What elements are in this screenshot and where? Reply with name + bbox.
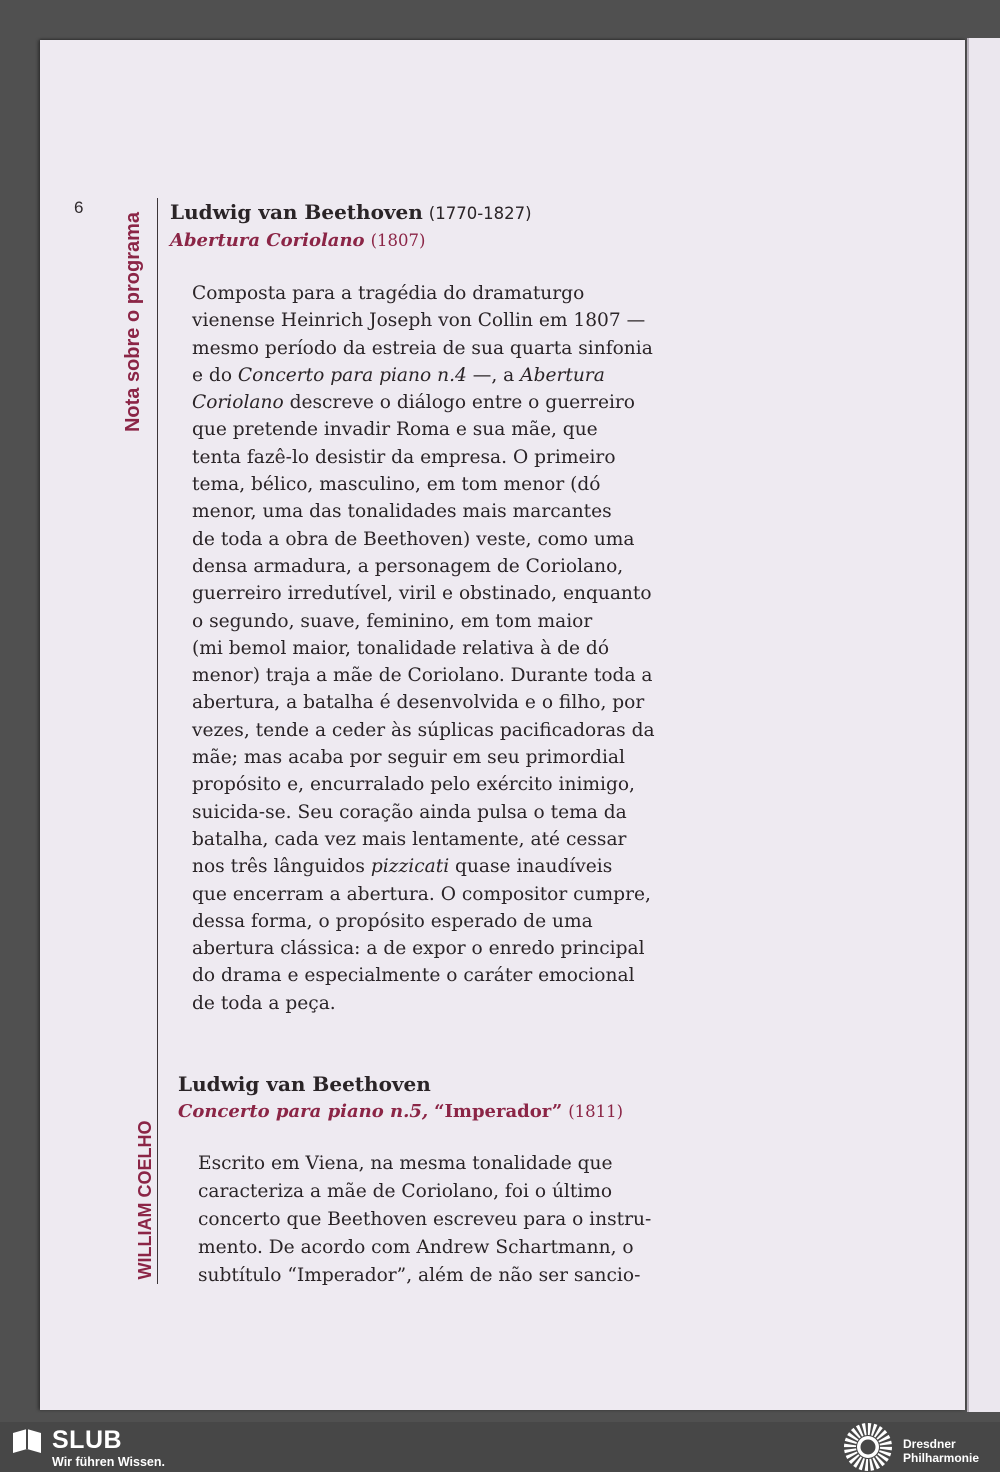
text-line <box>192 799 655 826</box>
italic-text-run: Abertura <box>520 364 605 386</box>
work-subtitle: “Imperador” <box>434 1101 563 1122</box>
text-line <box>192 307 655 334</box>
work-title-line <box>170 227 532 254</box>
text-line <box>192 853 655 880</box>
text-run: —, a <box>466 364 521 386</box>
text-line <box>192 962 655 989</box>
text-line <box>192 526 655 553</box>
work-year: (1811) <box>568 1102 624 1121</box>
work-heading <box>170 199 532 254</box>
vertical-divider <box>157 198 158 1284</box>
text-line <box>192 881 655 908</box>
text-run: abertura clássica: a de expor o enredo principal <box>192 938 645 960</box>
text-line <box>198 1178 651 1206</box>
text-line <box>192 990 655 1017</box>
text-run: que pretende invadir Roma e sua mãe, que <box>192 419 598 441</box>
composer-dates: (1770-1827) <box>428 204 532 223</box>
text-run: guerreiro irredutível, viril e obstinado, enquanto <box>192 583 652 605</box>
text-run: de toda a obra de Beethoven) veste, como uma <box>192 528 635 550</box>
composer-line <box>178 1071 623 1099</box>
composer-name: Ludwig van Beethoven <box>170 200 423 224</box>
composer-line <box>170 199 532 227</box>
text-line <box>198 1206 651 1234</box>
text-line <box>192 935 655 962</box>
text-run: descreve o diálogo entre o guerreiro <box>283 392 635 414</box>
text-line <box>192 335 655 362</box>
text-run: o segundo, suave, feminino, em tom maior <box>192 610 593 632</box>
text-line <box>192 553 655 580</box>
text-run: do drama e especialmente o caráter emocional <box>192 965 635 987</box>
adjacent-page-edge <box>967 38 1000 1412</box>
work-title: Concerto para piano n.5, <box>178 1101 429 1122</box>
text-run: (mi bemol maior, tonalidade relativa à de dó <box>192 637 610 659</box>
text-run: suicida-se. Seu coração ainda pulsa o tema da <box>192 801 627 823</box>
italic-text-run: Coriolano <box>192 392 284 414</box>
text-line <box>192 826 655 853</box>
library-slogan: Wir führen Wissen. <box>52 1455 165 1469</box>
text-run: caracteriza a mãe de Coriolano, foi o último <box>198 1181 613 1202</box>
text-run: propósito e, encurralado pelo exército inimigo, <box>192 774 635 796</box>
text-run: vienense Heinrich Joseph von Collin em 1807 — <box>192 310 646 332</box>
text-run: mãe; mas acaba por seguir em seu primordial <box>192 747 625 769</box>
partner-name-line1: Dresdner <box>903 1437 956 1451</box>
composer-name: Ludwig van Beethoven <box>178 1072 431 1096</box>
text-run: Composta para a tragédia do dramaturgo <box>192 283 585 304</box>
text-run: abertura, a batalha é desenvolvida e o filho, por <box>192 692 645 714</box>
text-line <box>192 389 655 416</box>
text-line <box>192 608 655 635</box>
text-run: de toda a peça. <box>192 992 336 1014</box>
text-run: e do <box>192 364 238 386</box>
text-run: dessa forma, o propósito esperado de uma <box>192 910 593 932</box>
text-line <box>198 1262 651 1290</box>
text-run: quase inaudíveis <box>449 856 613 878</box>
work-year: (1807) <box>370 231 426 250</box>
text-run: vezes, tende a ceder às súplicas pacificadoras da <box>192 719 655 741</box>
partner-name-line2: Philharmonie <box>903 1451 980 1465</box>
text-line <box>198 1150 651 1178</box>
footer-bar <box>0 1422 1000 1472</box>
text-line <box>192 635 655 662</box>
work-description <box>192 280 655 1017</box>
text-line <box>192 471 655 498</box>
work-title-line <box>178 1099 623 1125</box>
work-title: Abertura Coriolano <box>170 230 365 251</box>
text-line <box>192 498 655 525</box>
text-line <box>192 662 655 689</box>
text-run: nos três lânguidos <box>192 856 371 878</box>
text-run: mento. De acordo com Andrew Schartmann, o <box>198 1237 634 1258</box>
book-icon <box>11 1427 43 1455</box>
text-run: batalha, cada vez mais lentamente, até cessar <box>192 828 627 850</box>
partner-name <box>903 1437 979 1465</box>
text-line <box>192 717 655 744</box>
text-line <box>192 771 655 798</box>
text-run: concerto que Beethoven escreveu para o instru- <box>198 1209 652 1230</box>
section-label: Nota sobre o programa <box>122 211 144 433</box>
text-line <box>198 1234 651 1262</box>
work-heading <box>178 1071 623 1125</box>
text-run: densa armadura, a personagem de Coriolano, <box>192 555 624 577</box>
author-name: WILLIAM COELHO <box>135 1120 155 1280</box>
page-number: 6 <box>74 198 84 217</box>
text-run: mesmo período da estreia de sua quarta sinfonia <box>192 337 653 359</box>
sunburst-icon <box>842 1422 894 1472</box>
text-run: menor, uma das tonalidades mais marcantes <box>192 501 612 523</box>
italic-text-run: Concerto para piano n.4 <box>237 364 467 386</box>
work-description <box>198 1150 651 1290</box>
text-line <box>192 280 655 307</box>
text-run: menor) traja a mãe de Coriolano. Durante toda a <box>192 665 653 687</box>
text-run: que encerram a abertura. O compositor cumpre, <box>192 883 651 905</box>
text-line <box>192 689 655 716</box>
text-line <box>192 362 655 389</box>
text-line <box>192 908 655 935</box>
text-run: Escrito em Viena, na mesma tonalidade que <box>198 1153 613 1174</box>
text-run: subtítulo “Imperador”, além de não ser sancio- <box>198 1265 641 1286</box>
library-name: SLUB <box>52 1426 123 1454</box>
text-line <box>192 744 655 771</box>
text-line <box>192 416 655 443</box>
text-line <box>192 580 655 607</box>
italic-text-run: pizzicati <box>370 856 450 878</box>
text-run: tema, bélico, masculino, em tom menor (dó <box>192 474 601 496</box>
text-line <box>192 444 655 471</box>
text-run: tenta fazê-lo desistir da empresa. O primeiro <box>192 446 616 468</box>
